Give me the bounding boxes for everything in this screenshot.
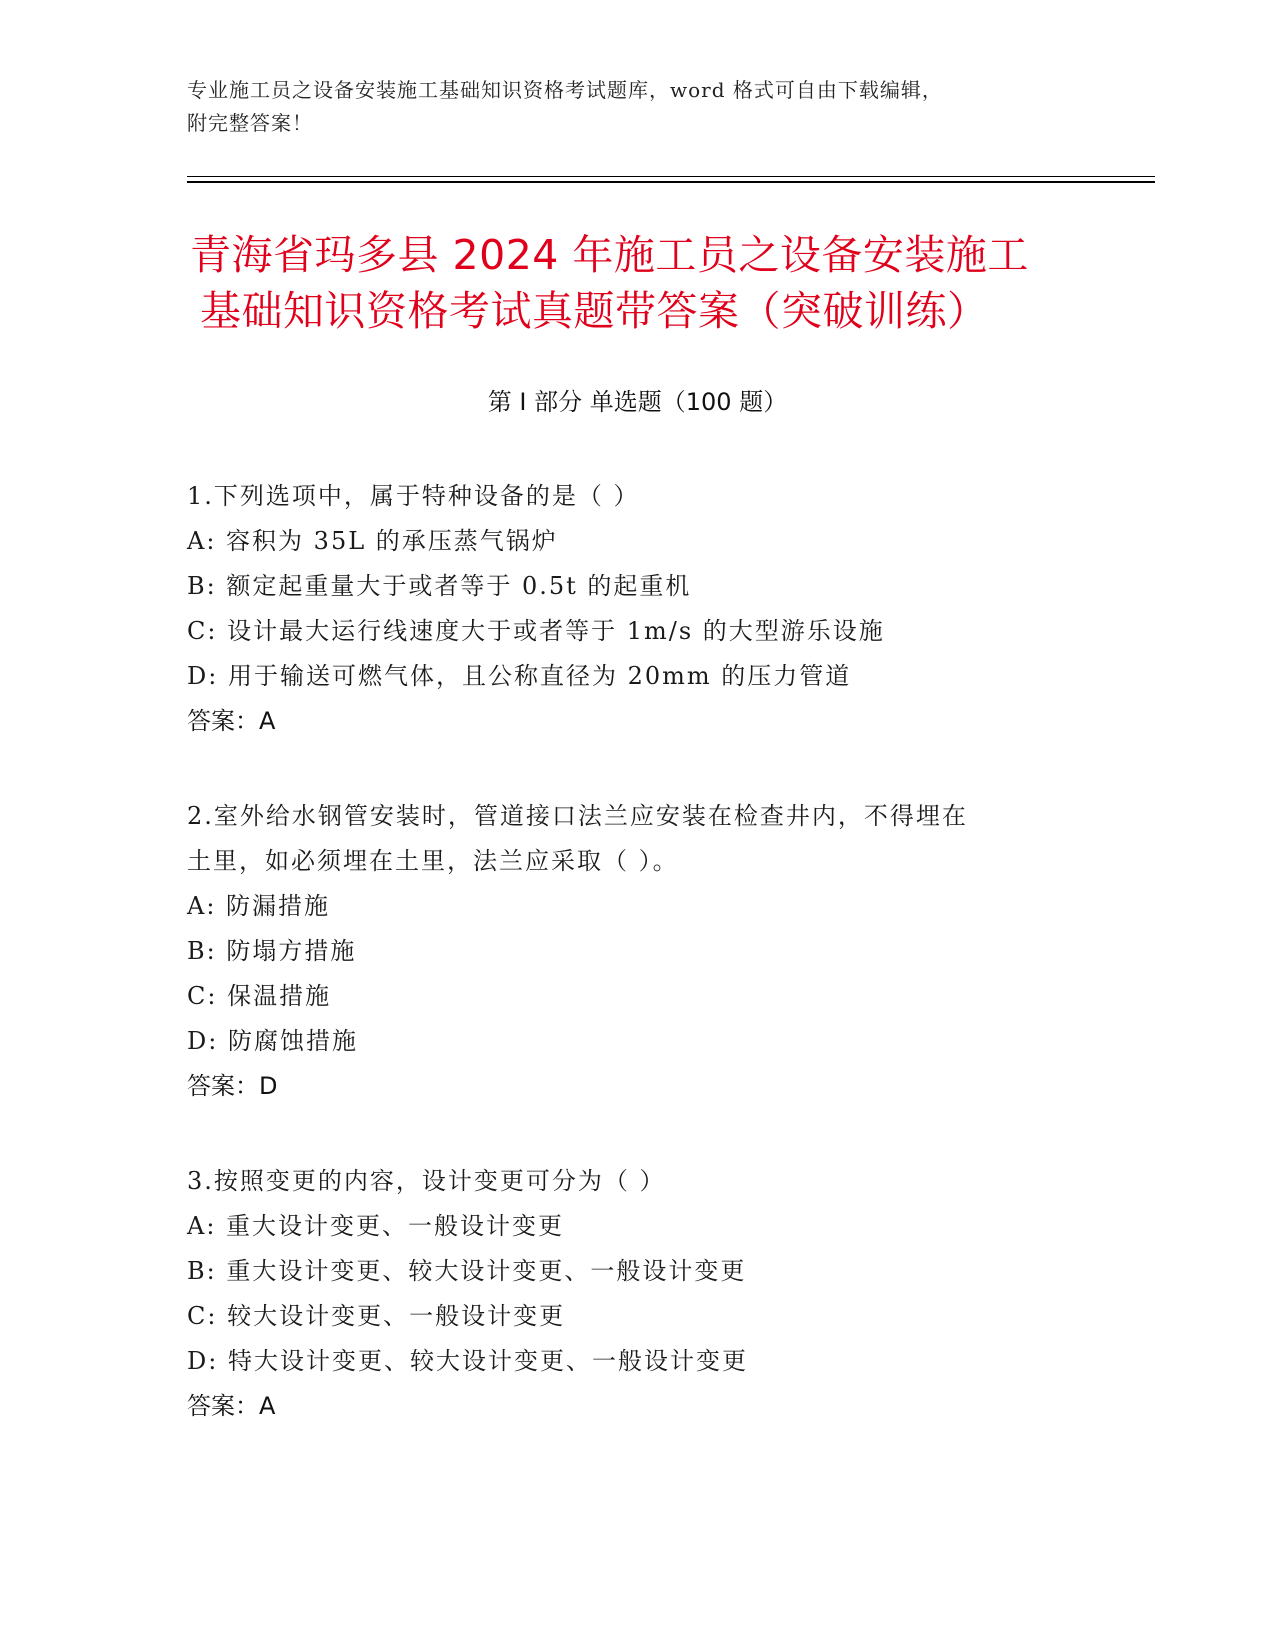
option-d: D: 防腐蚀措施 (187, 1027, 358, 1055)
answer: 答案：A (187, 707, 276, 735)
option-b: B: 重大设计变更、较大设计变更、一般设计变更 (187, 1257, 747, 1285)
header-note-line-2: 附完整答案！ (187, 111, 313, 135)
question-stem-continued: 土里，如必须埋在土里，法兰应采取（ ）。 (187, 847, 679, 875)
header-divider-thick (187, 181, 1155, 183)
option-a: A: 防漏措施 (187, 892, 331, 920)
option-c: C: 设计最大运行线速度大于或者等于 1m/s 的大型游乐设施 (187, 617, 885, 645)
answer: 答案：D (187, 1072, 278, 1100)
section-heading: 第 I 部分 单选题（100 题） (487, 388, 788, 416)
option-c: C: 较大设计变更、一般设计变更 (187, 1302, 566, 1330)
option-b: B: 额定起重量大于或者等于 0.5t 的起重机 (187, 572, 692, 600)
question-stem: 2.室外给水钢管安装时，管道接口法兰应安装在检查井内，不得埋在 (187, 802, 968, 830)
option-d: D: 用于输送可燃气体，且公称直径为 20mm 的压力管道 (187, 662, 852, 690)
document-title-line-1: 青海省玛多县 2024 年施工员之设备安装施工 (190, 231, 1029, 279)
option-c: C: 保温措施 (187, 982, 332, 1010)
option-a: A: 容积为 35L 的承压蒸气锅炉 (187, 527, 558, 555)
question-stem: 3.按照变更的内容，设计变更可分为（ ） (187, 1167, 666, 1195)
header-divider-thin (187, 176, 1155, 177)
answer: 答案：A (187, 1392, 276, 1420)
option-b: B: 防塌方措施 (187, 937, 357, 965)
question-list (187, 474, 1087, 1479)
option-d: D: 特大设计变更、较大设计变更、一般设计变更 (187, 1347, 748, 1375)
question-3 (187, 1159, 1087, 1429)
option-a: A: 重大设计变更、一般设计变更 (187, 1212, 565, 1240)
header-note (187, 74, 1067, 140)
document-title-line-2: 基础知识资格考试真题带答案（突破训练） (200, 287, 989, 335)
question-2 (187, 794, 1087, 1109)
question-1 (187, 474, 1087, 744)
header-note-line-1: 专业施工员之设备安装施工基础知识资格考试题库，word 格式可自由下载编辑， (187, 78, 943, 102)
document-title (190, 227, 1150, 339)
question-stem: 1.下列选项中，属于特种设备的是（ ） (187, 482, 640, 510)
